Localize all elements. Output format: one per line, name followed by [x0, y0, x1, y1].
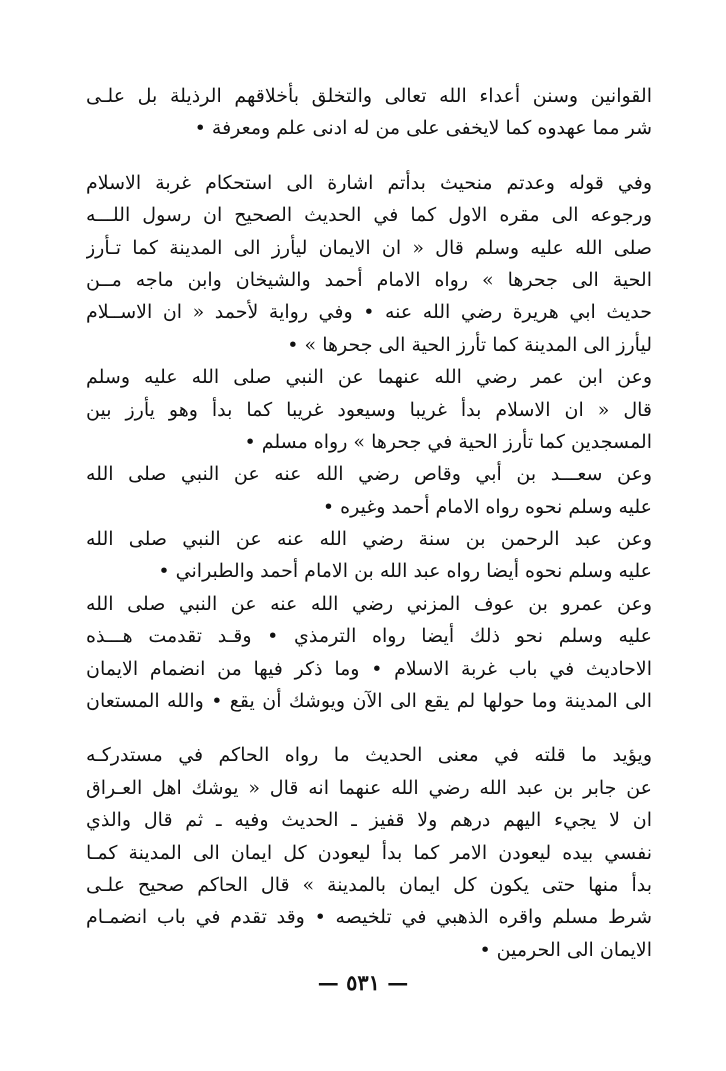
text-line: نفسي بيده ليعودن الامر كما بدأ ليعودن كل ايمان الى المدينة كمـا [86, 841, 652, 864]
text-line: الى المدينة وما حولها لم يقع الى الآن ويوشك أن يقع • والله المستعان [86, 690, 652, 713]
paragraph-6 [86, 588, 652, 718]
text-line: شرط مسلم واقره الذهبي في تلخيصه • وقد تقدم في باب انضمـام [86, 906, 652, 929]
text-line: ليأرز الى المدينة كما تأرز الحية الى جحرها » • [287, 333, 652, 356]
paragraph-7 [86, 739, 652, 966]
text-line: الحية الى جحرها » رواه الامام أحمد والشيخان وابن ماجه مــن [86, 268, 652, 291]
paragraph-1 [86, 80, 652, 145]
text-line: الاحاديث في باب غربة الاسلام • وما ذكر فيها من انضمام الايمان [86, 657, 652, 680]
paragraph-5 [86, 523, 652, 588]
text-line: عليه وسلم نحوه رواه الامام أحمد وغيره • [322, 495, 652, 518]
text-line: قال « ان الاسلام بدأ غريبا وسيعود غريبا كما بدأ وهو يأرز بين [86, 398, 652, 421]
text-line: ورجوعه الى مقره الاول كما في الحديث الصحيح ان رسول اللـــه [86, 204, 652, 227]
paragraph-3 [86, 361, 652, 458]
text-line: بدأ منها حتى يكون كل ايمان بالمدينة » قال الحاكم صحيح علـى [86, 873, 652, 896]
book-page-text [86, 80, 652, 966]
text-line: وعن سعـــد بن أبي وقاص رضي الله عنه عن النبي صلى الله [86, 463, 652, 486]
text-line: القوانين وسنن أعداء الله تعالى والتخلق بأخلاقهم الرذيلة بل علـى [86, 85, 652, 107]
text-line: عليه وسلم نحو ذلك أيضا رواه الترمذي • وقـد تقدمت هـــذه [86, 625, 652, 648]
paragraph-2 [86, 167, 652, 361]
text-line: الايمان الى الحرمين • [479, 938, 652, 961]
text-line: وعن ابن عمر رضي الله عنهما عن النبي صلى الله عليه وسلم [86, 366, 652, 389]
text-line: وفي قوله وعدتم منحيث بدأتم اشارة الى استحكام غربة الاسلام [86, 171, 652, 194]
paragraph-4 [86, 458, 652, 523]
text-line: وعن عبد الرحمن بن سنة رضي الله عنه عن النبي صلى الله [86, 528, 652, 551]
page-number: — ٥٣١ — [317, 970, 409, 995]
text-line: عن جابر بن عبد الله رضي الله عنهما انه قال « يوشك اهل العـراق [86, 776, 652, 799]
text-line: شر مما عهدوه كما لايخفى على من له ادنى علم ومعرفة • [194, 117, 652, 140]
text-line: صلى الله عليه وسلم قال « ان الايمان ليأرز الى المدينة كما تـأرز [86, 236, 652, 259]
text-line: وعن عمرو بن عوف المزني رضي الله عنه عن النبي صلى الله [86, 592, 652, 615]
text-line: ان لا يجيء اليهم درهم ولا قفيز ـ الحديث وفيه ـ ثم قال والذي [86, 809, 652, 832]
text-line: عليه وسلم نحوه أيضا رواه عبد الله بن الامام أحمد والطبراني • [158, 560, 652, 583]
text-line: حديث ابي هريرة رضي الله عنه • وفي رواية لأحمد « ان الاســلام [86, 301, 652, 324]
text-line: ويؤيد ما قلته في معنى الحديث ما رواه الحاكم في مستدركـه [86, 744, 652, 767]
text-line: المسجدين كما تأرز الحية في جحرها » رواه مسلم • [244, 430, 652, 453]
